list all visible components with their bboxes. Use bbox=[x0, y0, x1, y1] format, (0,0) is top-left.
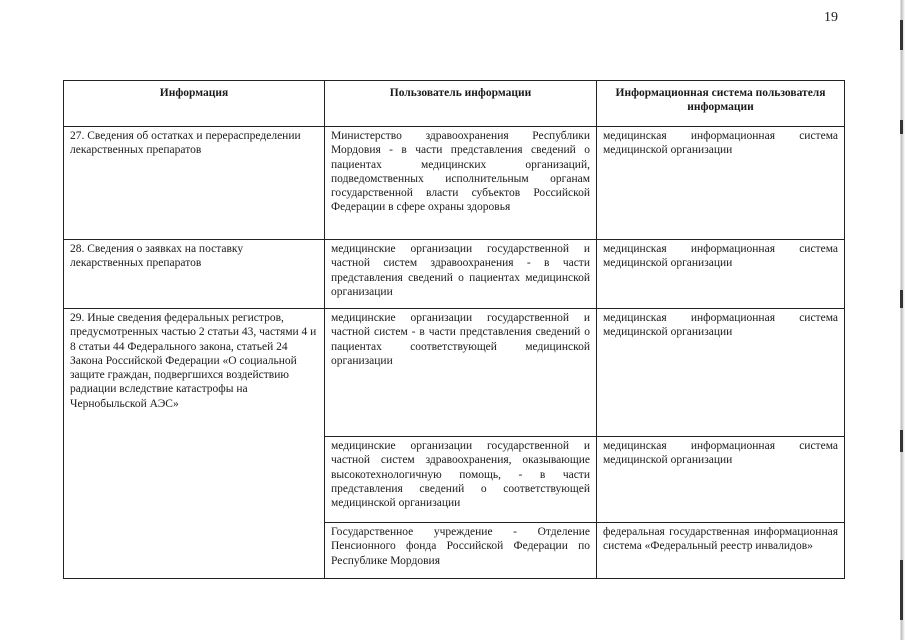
scan-mark bbox=[900, 290, 903, 308]
row-system: медицинская информационная система медицинской организации bbox=[597, 309, 845, 437]
table-row bbox=[64, 240, 845, 309]
scan-mark bbox=[900, 120, 903, 134]
row-system: медицинская информационная система медицинской организации bbox=[597, 127, 845, 240]
row-system: медицинская информационная система медицинской организации bbox=[597, 240, 845, 309]
page-number: 19 bbox=[824, 10, 838, 25]
table-row bbox=[64, 309, 845, 437]
row-info: 27. Сведения об остатках и перераспределении лекарственных препаратов bbox=[64, 127, 325, 240]
row-system: федеральная государственная информационная система «Федеральный реестр инвалидов» bbox=[597, 523, 845, 579]
header-information: Информация bbox=[64, 81, 325, 127]
header-information-user: Пользователь информации bbox=[325, 81, 597, 127]
row-info: 28. Сведения о заявках на поставку лекарственных препаратов bbox=[64, 240, 325, 309]
row-user: медицинские организации государственной и частной систем здравоохранения - в части представления сведений о пациентах медицинской организации bbox=[325, 240, 597, 309]
information-table bbox=[63, 80, 845, 579]
scan-edge bbox=[895, 0, 905, 640]
scan-mark bbox=[900, 560, 903, 620]
scan-mark bbox=[900, 430, 903, 452]
row-system: медицинская информационная система медицинской организации bbox=[597, 437, 845, 523]
scan-mark bbox=[900, 20, 903, 50]
row-info: 29. Иные сведения федеральных регистров, предусмотренных частью 2 статьи 43, частями 4 и 8 статьи 44 Федерального закона, статьей 24 Закона Российской Федерации «О социальной защите граждан, подвергшихся воздействию радиации вследствие катастрофы на Чернобыльской АЭС» bbox=[64, 309, 325, 579]
table-row bbox=[64, 127, 845, 240]
row-user: медицинские организации государственной и частной систем здравоохранения, оказывающие высокотехнологичную помощь, - в части представления сведений о соответствующей медицинской организации bbox=[325, 437, 597, 523]
header-information-system: Информационная система пользователя информации bbox=[597, 81, 845, 127]
row-user: медицинские организации государственной и частной систем - в части представления сведений о пациентах соответствующей медицинской организации bbox=[325, 309, 597, 437]
row-user: Государственное учреждение - Отделение Пенсионного фонда Российской Федерации по Республике Мордовия bbox=[325, 523, 597, 579]
table-header-row bbox=[64, 81, 845, 127]
row-user: Министерство здравоохранения Республики Мордовия - в части представления сведений о пациентах медицинских организаций, подведомственных исполнительным органам государственной власти субъектов Российской Федерации в сфере охраны здоровья bbox=[325, 127, 597, 240]
